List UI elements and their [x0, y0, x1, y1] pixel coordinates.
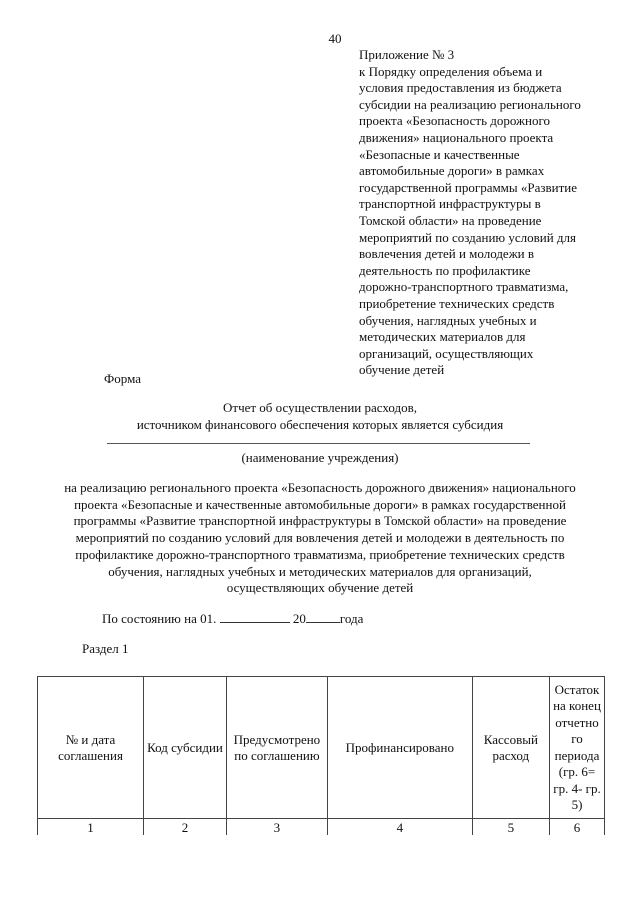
- header-cell: Остаток на конец отчетно го периода (гр. 6= гр. 4- гр. 5): [550, 677, 605, 819]
- header-row: [38, 677, 605, 819]
- appendix-line: мероприятий по созданию условий для: [359, 229, 577, 245]
- section-label: Раздел 1: [82, 641, 129, 656]
- appendix-line: Томской области» на проведение: [359, 212, 542, 228]
- appendix-line: движения» национального проекта: [359, 129, 554, 145]
- appendix-line: государственной программы «Развитие: [359, 179, 578, 195]
- appendix-line: обучение детей: [359, 362, 445, 378]
- purpose-line: программы «Развитие транспортной инфраструктуры в Томской области» на проведение: [73, 513, 567, 529]
- as-of-date: [102, 610, 363, 627]
- appendix-line: дорожно-транспортного травматизма,: [359, 279, 569, 295]
- title-line: Отчет об осуществлении расходов,: [223, 400, 417, 415]
- as-of-prefix: По состоянию на 01.: [102, 611, 217, 626]
- column-number: 6: [550, 819, 605, 836]
- title-line: источником финансового обеспечения которых является субсидия: [136, 416, 504, 432]
- purpose-line: на реализацию регионального проекта «Безопасность дорожного движения» национального: [64, 480, 576, 495]
- header-cell: Предусмотрено по соглашению: [226, 677, 327, 819]
- appendix-line: деятельность по профилактике: [359, 262, 531, 278]
- appendix-line: приобретение технических средств: [359, 295, 555, 311]
- report-title: [0, 400, 640, 433]
- appendix-note: [359, 47, 581, 379]
- header-cell: Кассовый расход: [472, 677, 549, 819]
- purpose-line: осуществляющих обучение детей: [226, 580, 414, 596]
- date-blank: [220, 610, 290, 623]
- year-blank: [306, 610, 340, 623]
- header-cell: Код субсидии: [144, 677, 227, 819]
- purpose-line: проекта «Безопасные и качественные автомобильные дороги» в рамках государственной: [74, 496, 566, 512]
- appendix-line: автомобильные дороги» в рамках: [359, 163, 545, 179]
- appendix-line: обучения, наглядных учебных и: [359, 312, 537, 328]
- header-cell: Профинансировано: [327, 677, 472, 819]
- appendix-line: условия предоставления из бюджета: [359, 80, 562, 96]
- purpose-line: обучения, наглядных учебных и методических материалов для организаций,: [108, 563, 532, 579]
- report-purpose: [0, 480, 640, 597]
- institution-hint: (наименование учреждения): [241, 450, 399, 465]
- header-cell: № и дата соглашения: [38, 677, 144, 819]
- as-of-suffix: года: [339, 611, 364, 626]
- year-prefix: 20: [292, 611, 306, 626]
- appendix-line: методических материалов для: [359, 329, 526, 345]
- appendix-line: транспортной инфраструктуры в: [359, 196, 541, 212]
- appendix-line: проекта «Безопасность дорожного: [359, 113, 550, 129]
- column-number: 4: [327, 819, 472, 836]
- column-number: 5: [472, 819, 549, 836]
- appendix-line: к Порядку определения объема и: [359, 63, 543, 79]
- purpose-line: мероприятий по созданию условий для вовлечения детей и молодежи в деятельность по: [75, 530, 565, 546]
- purpose-line: профилактике дорожно-транспортного травматизма, приобретение технических средств: [75, 546, 565, 562]
- appendix-line: организаций, осуществляющих: [359, 345, 534, 361]
- column-number-row: [38, 819, 605, 836]
- page-number: 40: [328, 31, 342, 46]
- column-number: 3: [226, 819, 327, 836]
- institution-name-line: [107, 443, 530, 444]
- column-number: 1: [38, 819, 144, 836]
- report-table: [37, 676, 605, 835]
- appendix-line: вовлечения детей и молодежи в: [359, 246, 535, 262]
- appendix-line: субсидии на реализацию регионального: [359, 96, 581, 112]
- appendix-line: Приложение № 3: [359, 47, 455, 62]
- form-label: Форма: [104, 371, 141, 386]
- appendix-line: «Безопасные и качественные: [359, 146, 520, 162]
- column-number: 2: [144, 819, 227, 836]
